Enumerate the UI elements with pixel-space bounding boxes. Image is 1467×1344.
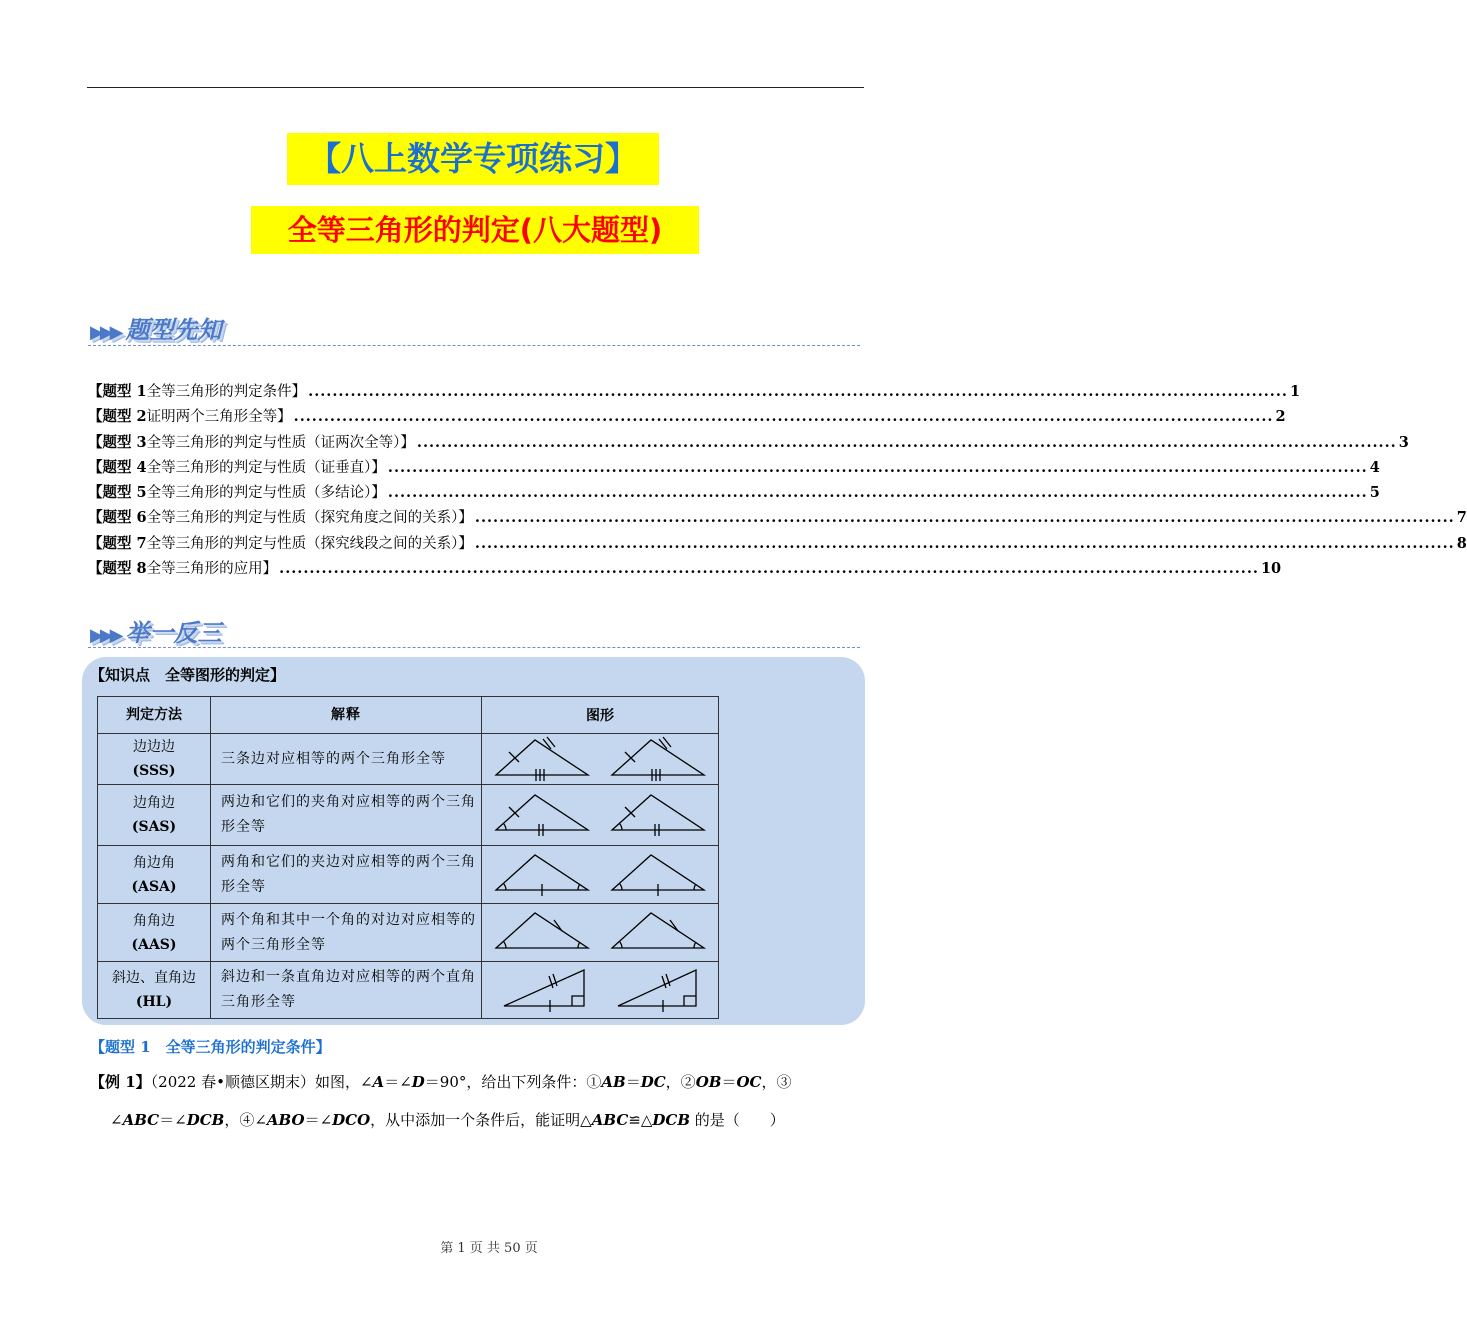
math-text: ≌△ (628, 1111, 653, 1129)
toc-item[interactable] (88, 431, 1409, 456)
column-header-explanation: 解释 (211, 697, 482, 734)
toc-item-number: 【题型 8 (88, 560, 147, 578)
triple-arrow-icon: ▶▶▶ (90, 322, 120, 343)
example-1-line-2 (110, 1109, 785, 1130)
toc-item[interactable] (88, 557, 1282, 582)
math-text: ，④∠ (224, 1111, 267, 1129)
toc-leader-dots: .................................................................................................................................................................. (308, 383, 1288, 400)
column-header-figure: 图形 (482, 697, 719, 734)
method-name: 角边角 (133, 854, 175, 871)
math-var: OC (736, 1073, 762, 1091)
method-name: 边角边 (133, 795, 175, 811)
toc-item-page: 10 (1260, 560, 1282, 578)
math-var: DCB (186, 1111, 225, 1129)
math-text: ＝ (721, 1073, 737, 1091)
page-footer: 第 1 页 共 50 页 (440, 1241, 538, 1256)
top-rule (87, 87, 864, 88)
section-heading-practice (90, 613, 222, 648)
toc-item-number: 【题型 3 (88, 433, 147, 451)
explanation-cell: 斜边和一条直角边对应相等的两个直角三角形全等 (211, 962, 482, 1019)
aas-triangles-figure (482, 904, 718, 961)
math-text: 的是（ ） (690, 1111, 785, 1129)
method-abbr: (SAS) (131, 819, 177, 835)
math-var: AB (601, 1073, 626, 1091)
toc-leader-dots: .................................................................................................................................................................. (416, 433, 1397, 451)
toc-item-page: 7 (1456, 509, 1467, 527)
math-text: ＝∠ (384, 1073, 412, 1091)
math-text: ∠ (359, 1073, 373, 1091)
example-1-line-1 (90, 1071, 791, 1092)
table-row (98, 846, 719, 904)
toc-leader-dots: .................................................................................................................................................................. (293, 408, 1274, 426)
math-var: DCO (332, 1111, 371, 1129)
toc-item[interactable] (88, 481, 1380, 506)
math-text: ＝∠ (159, 1111, 187, 1129)
hl-triangles-figure (482, 962, 718, 1018)
method-cell (98, 846, 211, 904)
table-row (98, 962, 719, 1019)
math-var: DC (640, 1073, 666, 1091)
math-var: A (372, 1073, 385, 1091)
toc-item[interactable] (88, 380, 1301, 405)
toc-leader-dots: .................................................................................................................................................................. (387, 458, 1368, 476)
toc-item-number: 【题型 2 (88, 408, 147, 426)
toc-item-number: 【题型 6 (88, 509, 147, 527)
example-source: （2022 春•顺德区期末）如图， (150, 1073, 360, 1091)
math-var: ABO (266, 1111, 305, 1129)
figure-cell (482, 962, 719, 1019)
toc-item-number: 【题型 7 (88, 534, 147, 552)
math-var: ABC (591, 1111, 629, 1129)
explanation-cell: 两角和它们的夹边对应相等的两个三角形全等 (211, 846, 482, 904)
toc-leader-dots: .................................................................................................................................................................. (387, 484, 1368, 502)
method-cell (98, 904, 211, 962)
toc-item-number: 【题型 4 (88, 458, 147, 476)
method-name: 斜边、直角边 (112, 970, 196, 986)
math-text: ∠ (110, 1111, 123, 1129)
table-row (98, 904, 719, 962)
math-var: D (411, 1073, 425, 1091)
math-var: DCB (652, 1111, 690, 1129)
explanation-cell: 两个角和其中一个角的对边对应相等的两个三角形全等 (211, 904, 482, 962)
method-abbr: (ASA) (131, 878, 177, 895)
toc-item[interactable] (88, 506, 1467, 531)
toc-item-title: 证明两个三角形全等】 (146, 409, 292, 426)
toc-item-title: 全等三角形的判定条件】 (146, 384, 307, 400)
figure-cell (482, 785, 719, 846)
sub-title: 全等三角形的判定(八大题型) (251, 206, 699, 254)
congruence-criteria-table (97, 696, 719, 1019)
column-header-method: 判定方法 (98, 697, 211, 734)
section-heading-overview-text: 题型先知 (125, 316, 222, 344)
method-cell (98, 962, 211, 1019)
toc-item-title: 全等三角形的判定与性质（证两次全等）】 (146, 434, 415, 451)
sas-triangles-figure (482, 785, 718, 845)
toc-leader-dots: .................................................................................................................................................................. (474, 534, 1455, 552)
knowledge-point-title: 【知识点 全等图形的判定】 (90, 666, 286, 684)
method-name: 角角边 (133, 912, 175, 929)
toc-item-page: 4 (1369, 458, 1380, 476)
toc-item-title: 全等三角形的应用】 (146, 561, 278, 578)
math-text: ，② (665, 1073, 696, 1091)
explanation-cell: 三条边对应相等的两个三角形全等 (211, 734, 482, 785)
section-heading-overview (90, 310, 222, 345)
section-heading-practice-text: 举一反三 (125, 619, 222, 647)
toc-item-page: 1 (1289, 383, 1301, 400)
toc-item-page: 3 (1398, 433, 1409, 451)
example-label: 【例 1】 (90, 1073, 151, 1091)
figure-cell (482, 904, 719, 962)
toc-item-title: 全等三角形的判定与性质（探究角度之间的关系）】 (146, 510, 473, 527)
method-abbr: (HL) (135, 994, 173, 1010)
math-text: ＝ (625, 1073, 641, 1091)
toc-item-title: 全等三角形的判定与性质（探究线段之间的关系）】 (146, 535, 473, 552)
toc-leader-dots: .................................................................................................................................................................. (474, 509, 1455, 527)
toc-item-title: 全等三角形的判定与性质（证垂直）】 (146, 459, 386, 476)
explanation-cell: 两边和它们的夹角对应相等的两个三角形全等 (211, 785, 482, 846)
toc-item[interactable] (88, 405, 1286, 430)
table-of-contents (88, 380, 1467, 582)
toc-item[interactable] (88, 532, 1467, 557)
section-divider (88, 345, 860, 346)
type1-heading: 【题型 1 全等三角形的判定条件】 (90, 1038, 331, 1056)
figure-cell (482, 734, 719, 785)
figure-cell (482, 846, 719, 904)
triple-arrow-icon: ▶▶▶ (90, 625, 120, 646)
math-text: ＝90°，给出下列条件：① (424, 1073, 602, 1091)
math-text: ，从中添加一个条件后，能证明△ (370, 1111, 592, 1129)
method-abbr: (SSS) (132, 763, 176, 779)
toc-item-number: 【题型 5 (88, 484, 147, 502)
math-text: ＝∠ (304, 1111, 333, 1129)
sss-triangles-figure (482, 734, 718, 784)
toc-item-page: 8 (1456, 534, 1467, 552)
method-cell (98, 734, 211, 785)
math-var: ABC (122, 1111, 160, 1129)
toc-item-page: 5 (1369, 484, 1380, 502)
method-name: 边边边 (133, 739, 175, 755)
toc-item-number: 【题型 1 (88, 383, 147, 400)
main-title: 【八上数学专项练习】 (287, 133, 659, 185)
math-text: ，③ (761, 1073, 792, 1091)
toc-item[interactable] (88, 456, 1380, 481)
table-row (98, 785, 719, 846)
toc-leader-dots: .................................................................................................................................................................. (279, 560, 1259, 578)
asa-triangles-figure (482, 846, 718, 903)
method-cell (98, 785, 211, 846)
table-row (98, 734, 719, 785)
section-divider (88, 647, 860, 648)
toc-item-title: 全等三角形的判定与性质（多结论）】 (146, 485, 386, 502)
table-header-row (98, 697, 719, 734)
method-abbr: (AAS) (131, 936, 177, 953)
math-var: OB (695, 1073, 722, 1091)
toc-item-page: 2 (1275, 408, 1286, 426)
